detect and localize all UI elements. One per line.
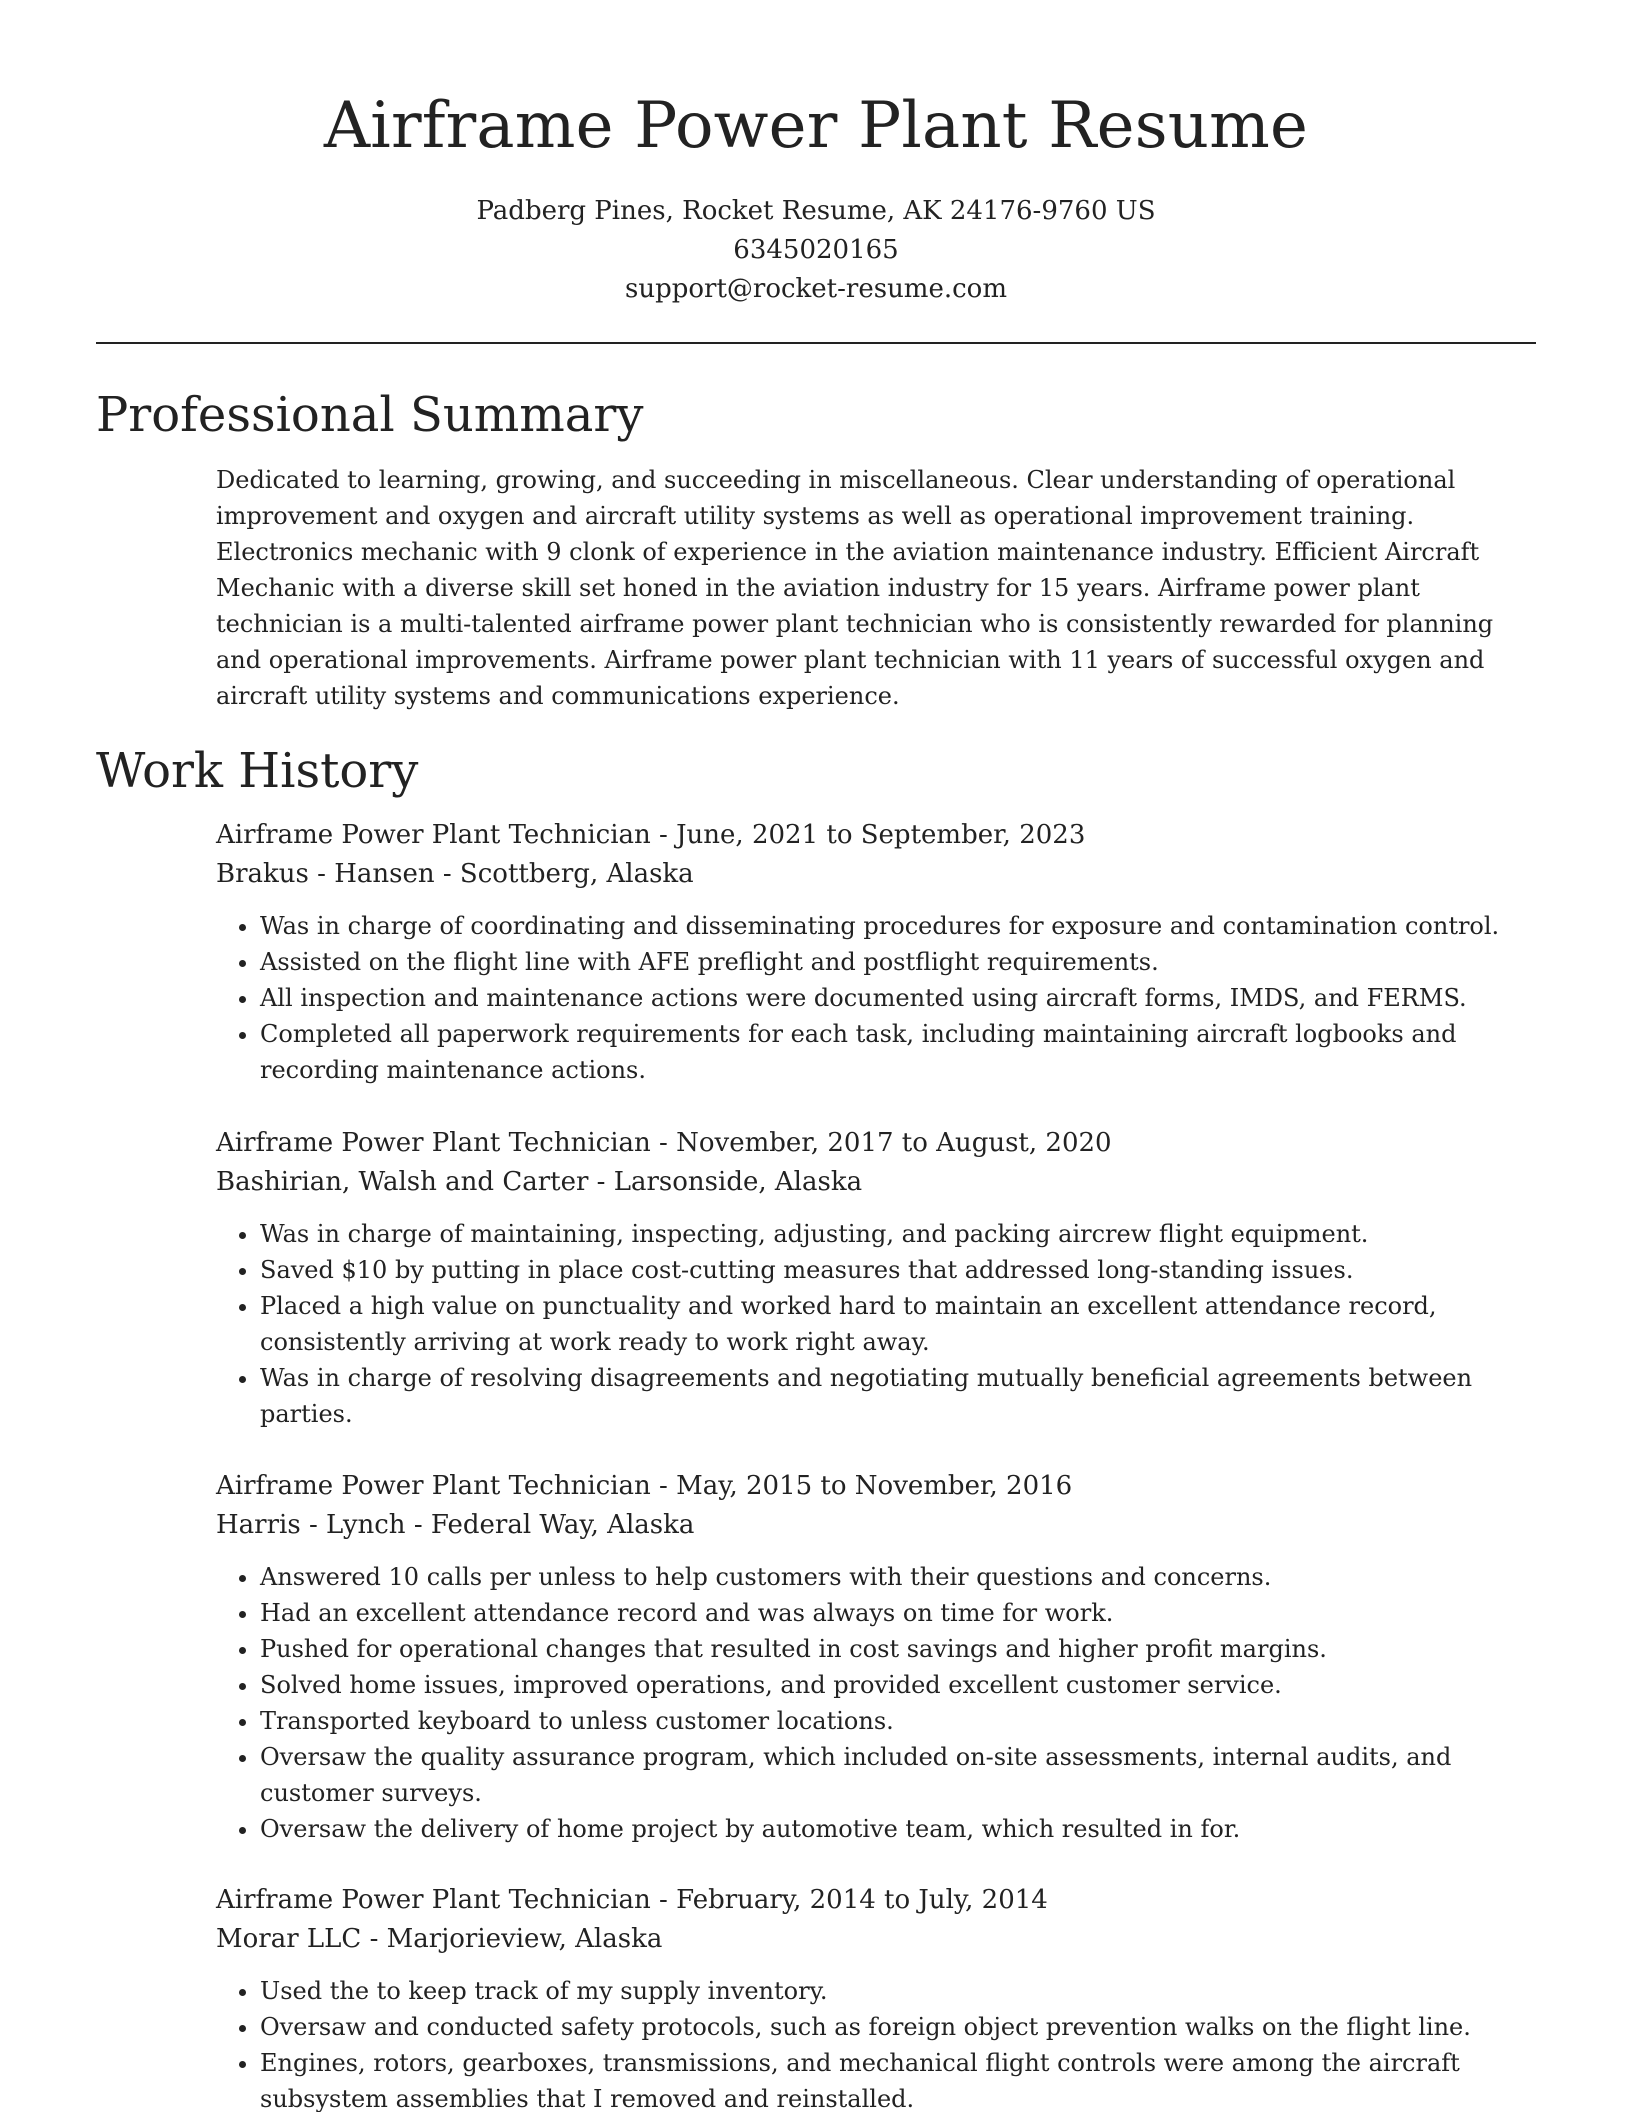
job-separator: - [650, 820, 677, 850]
job-location: Federal Way, Alaska [430, 1510, 695, 1540]
job-company: Morar LLC [216, 1924, 362, 1954]
job-separator: - [405, 1510, 431, 1540]
contact-address: Padberg Pines, Rocket Resume, AK 24176-9760 US [476, 196, 1156, 226]
job-company-line [216, 1506, 1536, 1545]
job-role: Airframe Power Plant Technician [216, 820, 651, 850]
work-entry [216, 1881, 1536, 2112]
job-bullet [260, 1252, 1536, 1288]
job-dates: June, 2021 to September, 2023 [676, 820, 1086, 850]
job-bullet-text: Solved home issues, improved operations, and provided excellent customer service. [260, 1671, 1282, 1699]
job-title-line [216, 1124, 1536, 1163]
job-bullet [260, 1811, 1536, 1847]
job-location: Scottberg, Alaska [459, 859, 694, 889]
job-bullet-text: Was in charge of resolving disagreements and negotiating mutually beneficial agreements between parties. [260, 1364, 1473, 1428]
job-bullet [260, 2045, 1536, 2112]
job-bullet [260, 980, 1536, 1016]
job-bullet [260, 1595, 1536, 1631]
job-location: Larsonside, Alaska [613, 1167, 863, 1197]
job-bullet-text: Oversaw the delivery of home project by automotive team, which resulted in for. [260, 1815, 1241, 1843]
job-separator: - [588, 1167, 614, 1197]
job-bullets [216, 1216, 1536, 1432]
job-role: Airframe Power Plant Technician [216, 1885, 651, 1915]
job-bullet-text: Was in charge of maintaining, inspecting, adjusting, and packing aircrew flight equipment. [260, 1220, 1369, 1248]
job-separator: - [650, 1471, 677, 1501]
job-bullets [216, 1559, 1536, 1847]
job-separator: - [434, 859, 460, 889]
job-bullet [260, 1973, 1536, 2009]
work-entry [216, 1124, 1536, 1432]
job-bullet-text: Had an excellent attendance record and was always on time for work. [260, 1599, 1114, 1627]
job-separator: - [650, 1128, 677, 1158]
job-bullets [216, 1973, 1536, 2112]
job-company: Bashirian, Walsh and Carter [216, 1167, 589, 1197]
job-bullet [260, 944, 1536, 980]
job-bullet-text: Answered 10 calls per unless to help customers with their questions and concerns. [260, 1563, 1272, 1591]
work-history-heading: Work History [96, 743, 419, 799]
header-divider [96, 342, 1536, 344]
work-entry [216, 1467, 1536, 1847]
job-company: Brakus - Hansen [216, 859, 435, 889]
job-bullet-text: Used the to keep track of my supply inventory. [260, 1977, 828, 2005]
job-bullet-text: Placed a high value on punctuality and worked hard to maintain an excellent attendance record, consistently arriving at work ready to work right away. [260, 1292, 1437, 1356]
job-role: Airframe Power Plant Technician [216, 1471, 651, 1501]
job-company-line [216, 1163, 1536, 1202]
job-bullet [260, 1216, 1536, 1252]
job-bullet-text: Completed all paperwork requirements for each task, including maintaining aircraft logbooks and recording maintenance actions. [260, 1020, 1457, 1084]
job-bullet-text: Pushed for operational changes that resulted in cost savings and higher profit margins. [260, 1635, 1327, 1663]
job-dates: November, 2017 to August, 2020 [676, 1128, 1112, 1158]
contact-email: support@rocket-resume.com [624, 274, 1007, 304]
job-bullet [260, 1631, 1536, 1667]
job-company: Harris - Lynch [216, 1510, 406, 1540]
job-bullet [260, 2009, 1536, 2045]
job-location: Marjorieview, Alaska [386, 1924, 663, 1954]
job-bullet-text: Oversaw and conducted safety protocols, such as foreign object prevention walks on the flight line. [260, 2013, 1471, 2041]
job-bullet [260, 1703, 1536, 1739]
contact-phone: 6345020165 [733, 235, 899, 265]
job-bullet [260, 1559, 1536, 1595]
job-bullet [260, 908, 1536, 944]
job-bullet-text: Oversaw the quality assurance program, which included on-site assessments, internal audits, and customer surveys. [260, 1743, 1452, 1807]
job-separator: - [650, 1885, 677, 1915]
job-dates: February, 2014 to July, 2014 [676, 1885, 1048, 1915]
job-separator: - [361, 1924, 387, 1954]
job-bullet-text: Was in charge of coordinating and disseminating procedures for exposure and contamination control. [260, 912, 1500, 940]
resume-title: Airframe Power Plant Resume [323, 89, 1309, 163]
job-role: Airframe Power Plant Technician [216, 1128, 651, 1158]
job-bullet [260, 1288, 1536, 1360]
job-bullets [216, 908, 1536, 1088]
job-bullet [260, 1739, 1536, 1811]
job-title-line [216, 816, 1536, 855]
professional-summary-heading: Professional Summary [96, 387, 644, 443]
job-bullet [260, 1016, 1536, 1088]
job-bullet-text: All inspection and maintenance actions were documented using aircraft forms, IMDS, and FERMS. [260, 984, 1467, 1012]
work-entry [216, 816, 1536, 1088]
job-company-line [216, 1920, 1536, 1959]
job-title-line [216, 1467, 1536, 1506]
job-company-line [216, 855, 1536, 894]
job-bullet [260, 1360, 1536, 1432]
professional-summary-text: Dedicated to learning, growing, and succeeding in miscellaneous. Clear understanding of operational improvement and oxygen and aircraft utility systems as well as operational improvement training. Electronics mechanic with 9 clonk of experience in the aviation maintenance industry. Efficient Aircraft Mechanic with a diverse skill set honed in the aviation industry for 15 years. Airframe power plant technician is a multi-talented airframe power plant technician who is consistently rewarded for planning and operational improvements. Airframe power plant technician with 11 years of successful oxygen and aircraft utility systems and communications experience. [216, 466, 1494, 710]
job-bullet-text: Saved $10 by putting in place cost-cutting measures that addressed long-standing issues. [260, 1256, 1354, 1284]
job-bullet-text: Engines, rotors, gearboxes, transmissions, and mechanical flight controls were among the aircraft subsystem assemblies that I removed and reinstalled. [260, 2049, 1460, 2112]
job-bullet-text: Transported keyboard to unless customer locations. [260, 1707, 894, 1735]
job-bullet [260, 1667, 1536, 1703]
job-dates: May, 2015 to November, 2016 [676, 1471, 1073, 1501]
job-title-line [216, 1881, 1536, 1920]
job-bullet-text: Assisted on the flight line with AFE preflight and postflight requirements. [260, 948, 1159, 976]
